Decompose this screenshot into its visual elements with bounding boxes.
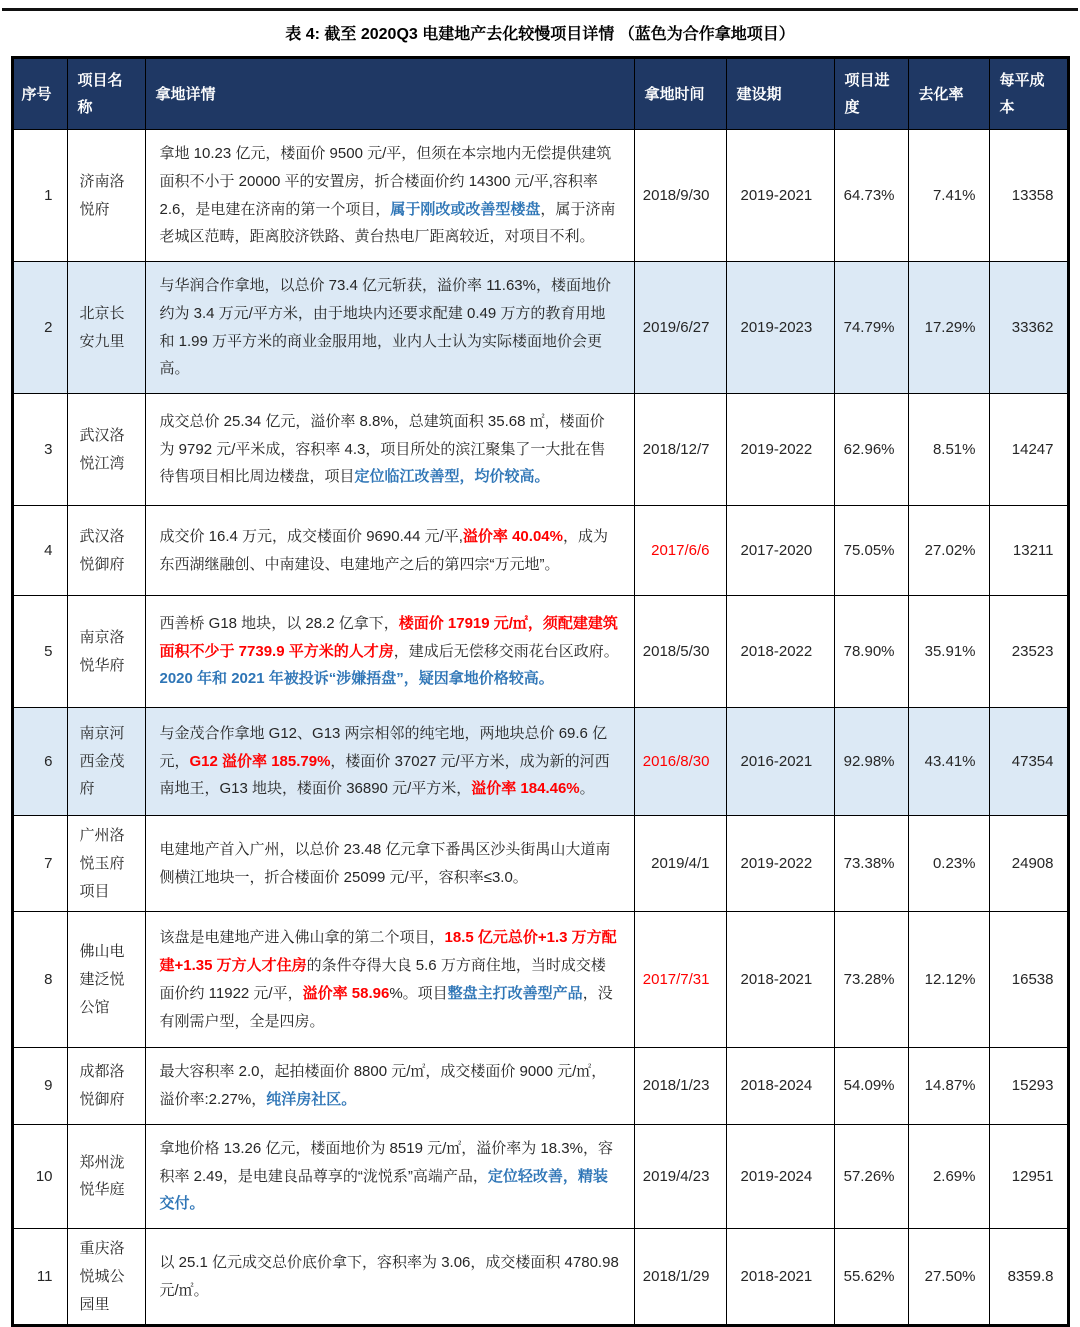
cost-per-sqm: 8359.8	[989, 1229, 1068, 1326]
detail-segment-blue: 定位轻改善，精装交付。	[159, 1167, 608, 1213]
col-header-cost-per-sqm: 每平成本	[989, 58, 1068, 130]
detail-segment-normal: ，属于济南老城区范畴，距离胶济铁路、黄台热电厂距离较近，对项目不利。	[159, 200, 616, 246]
acquisition-date: 2019/6/27	[634, 262, 726, 394]
detail-segment-normal: ，建成后无偿移交雨花台区政府。	[393, 642, 619, 660]
construction-period: 2018-2021	[726, 1229, 834, 1326]
land-detail	[145, 708, 634, 816]
absorption-rate: 43.41%	[908, 708, 989, 816]
cost-per-sqm: 23523	[989, 596, 1068, 708]
land-detail	[145, 816, 634, 912]
row-number: 7	[12, 816, 67, 912]
cost-per-sqm: 14247	[989, 394, 1068, 506]
acquisition-date: 2018/9/30	[634, 130, 726, 262]
project-progress: 74.79%	[834, 262, 908, 394]
absorption-rate: 8.51%	[908, 394, 989, 506]
detail-segment-blue: 纯洋房社区。	[266, 1091, 357, 1108]
detail-segment-normal: 该盘是电建地产进入佛山拿的第二个项目，	[159, 929, 445, 947]
detail-segment-normal: 拿地价格 13.26 亿元，楼面地价为 8519 元/㎡，溢价率为 18.3%，容积率 2.49，是电建良品尊享的“泷悦系”高端产品，	[159, 1139, 613, 1185]
cost-per-sqm: 13211	[989, 506, 1068, 596]
detail-segment-normal: 电建地产首入广州，以总价 23.48 亿元拿下番禺区沙头街禺山大道南侧横江地块一，折合楼面价 25099 元/平，容积率≤3.0。	[159, 840, 611, 886]
construction-period: 2019-2022	[726, 816, 834, 912]
project-progress: 92.98%	[834, 708, 908, 816]
construction-period: 2017-2020	[726, 506, 834, 596]
land-detail	[145, 596, 634, 708]
row-number: 2	[12, 262, 67, 394]
project-progress: 62.96%	[834, 394, 908, 506]
land-detail	[145, 506, 634, 596]
detail-segment-red: 溢价率 184.46%	[471, 780, 580, 798]
table-row	[12, 506, 1068, 596]
detail-segment-red: 溢价率 40.04%	[462, 527, 563, 545]
absorption-rate: 27.50%	[908, 1229, 989, 1326]
project-name: 广州洛悦玉府项目	[67, 816, 145, 912]
col-header-acquisition-date: 拿地时间	[634, 58, 726, 130]
table-header	[12, 58, 1068, 130]
detail-segment-normal: ，楼面价 37027 元/平方米，成为新的河西南地王，G13 地块，楼面价 36890 元/平方米，	[159, 752, 610, 798]
detail-segment-normal: 与华润合作拿地，以总价 73.4 亿元斩获，溢价率 11.63%，楼面地价约为 3.4 万元/平方米，由于地块内还要求配建 0.49 万方的教育用地和 1.99 万平方米的商业金服用地，业内人士认为实际楼面地价会更高。	[159, 277, 611, 378]
detail-segment-red: G12 溢价率 185.79%	[189, 752, 331, 770]
cost-per-sqm: 16538	[989, 912, 1068, 1048]
acquisition-date: 2017/7/31	[634, 912, 726, 1048]
table-row	[12, 130, 1068, 262]
table-row	[12, 262, 1068, 394]
col-header-construction-period: 建设期	[726, 58, 834, 130]
acquisition-date: 2018/1/23	[634, 1048, 726, 1125]
construction-period: 2019-2022	[726, 394, 834, 506]
table-row	[12, 1124, 1068, 1228]
detail-segment-blue: 2020 年和 2021 年被投诉“涉嫌捂盘”，疑因拿地价格较高。	[159, 670, 554, 688]
project-progress: 54.09%	[834, 1048, 908, 1125]
project-progress: 57.26%	[834, 1124, 908, 1228]
detail-segment-blue: 定位临江改善型，均价较高。	[354, 468, 550, 486]
detail-segment-normal: 西善桥 G18 地块，以 28.2 亿拿下，	[159, 614, 399, 632]
acquisition-date: 2019/4/23	[634, 1124, 726, 1228]
land-detail	[145, 394, 634, 506]
projects-table	[11, 56, 1070, 1327]
construction-period: 2019-2024	[726, 1124, 834, 1228]
table-row	[12, 816, 1068, 912]
cost-per-sqm: 24908	[989, 816, 1068, 912]
table-row	[12, 1229, 1068, 1326]
table-row	[12, 394, 1068, 506]
table-row	[12, 1048, 1068, 1125]
project-name: 郑州泷悦华庭	[67, 1124, 145, 1228]
detail-segment-normal: %。项目	[389, 984, 448, 1002]
construction-period: 2019-2023	[726, 262, 834, 394]
construction-period: 2016-2021	[726, 708, 834, 816]
project-progress: 78.90%	[834, 596, 908, 708]
detail-segment-normal: 以 25.1 亿元成交总价底价拿下，容积率为 3.06，成交楼面积 4780.98 元/㎡。	[159, 1253, 619, 1299]
detail-segment-red: 溢价率 58.96	[302, 984, 390, 1002]
acquisition-date: 2018/1/29	[634, 1229, 726, 1326]
detail-segment-blue: 属于刚改或改善型楼盘	[390, 200, 541, 218]
detail-segment-normal: ，成为东西湖继融创、中南建设、电建地产之后的第四宗“万元地”。	[159, 527, 608, 573]
project-name: 北京长安九里	[67, 262, 145, 394]
project-progress: 73.38%	[834, 816, 908, 912]
absorption-rate: 0.23%	[908, 816, 989, 912]
cost-per-sqm: 13358	[989, 130, 1068, 262]
project-name: 武汉洛悦江湾	[67, 394, 145, 506]
project-name: 南京洛悦华府	[67, 596, 145, 708]
detail-segment-normal: 成交总价 25.34 亿元，溢价率 8.8%，总建筑面积 35.68 ㎡，楼面价为 9792 元/平米成，容积率 4.3，项目所处的滨江聚集了一大批在售待售项目相比周边楼盘，项目	[159, 412, 606, 486]
land-detail	[145, 130, 634, 262]
absorption-rate: 2.69%	[908, 1124, 989, 1228]
col-header-land-detail: 拿地详情	[145, 58, 634, 130]
detail-segment-red: 楼面价 17919 元/㎡，须配建建筑面积不少于 7739.9 平方米的人才房	[159, 614, 618, 660]
absorption-rate: 27.02%	[908, 506, 989, 596]
project-progress: 73.28%	[834, 912, 908, 1048]
construction-period: 2018-2021	[726, 912, 834, 1048]
row-number: 1	[12, 130, 67, 262]
detail-segment-normal: 的条件夺得大良 5.6 万方商住地，当时成交楼面价约 11922 元/平，	[159, 957, 606, 1002]
row-number: 4	[12, 506, 67, 596]
absorption-rate: 7.41%	[908, 130, 989, 262]
row-number: 9	[12, 1048, 67, 1125]
land-detail	[145, 1229, 634, 1326]
absorption-rate: 12.12%	[908, 912, 989, 1048]
project-name: 成都洛悦御府	[67, 1048, 145, 1125]
land-detail	[145, 262, 634, 394]
acquisition-date: 2018/5/30	[634, 596, 726, 708]
absorption-rate: 14.87%	[908, 1048, 989, 1125]
cost-per-sqm: 12951	[989, 1124, 1068, 1228]
project-progress: 75.05%	[834, 506, 908, 596]
land-detail	[145, 1124, 634, 1228]
construction-period: 2018-2024	[726, 1048, 834, 1125]
table-title: 表 4: 截至 2020Q3 电建地产去化较慢项目详情 （蓝色为合作拿地项目）	[285, 26, 795, 43]
construction-period: 2019-2021	[726, 130, 834, 262]
row-number: 6	[12, 708, 67, 816]
acquisition-date: 2016/8/30	[634, 708, 726, 816]
col-header-progress: 项目进度	[834, 58, 908, 130]
detail-segment-normal: 拿地 10.23 亿元，楼面价 9500 元/平，但须在本宗地内无偿提供建筑面积不小于 20000 平的安置房，折合楼面价约 14300 元/平,容积率 2.6，是电建在济南的第一个项目，	[159, 145, 612, 218]
cost-per-sqm: 15293	[989, 1048, 1068, 1125]
project-name: 佛山电建泛悦公馆	[67, 912, 145, 1048]
project-progress: 64.73%	[834, 130, 908, 262]
row-number: 11	[12, 1229, 67, 1326]
detail-segment-blue: 整盘主打改善型产品	[447, 984, 583, 1002]
project-name: 武汉洛悦御府	[67, 506, 145, 596]
land-detail	[145, 1048, 634, 1125]
acquisition-date: 2019/4/1	[634, 816, 726, 912]
acquisition-date: 2017/6/6	[634, 506, 726, 596]
row-number: 10	[12, 1124, 67, 1228]
row-number: 3	[12, 394, 67, 506]
detail-segment-normal: 。	[579, 780, 595, 798]
row-number: 5	[12, 596, 67, 708]
detail-segment-normal: ，没有刚需户型，全是四房。	[159, 984, 613, 1030]
table-row	[12, 912, 1068, 1048]
absorption-rate: 17.29%	[908, 262, 989, 394]
construction-period: 2018-2022	[726, 596, 834, 708]
project-name: 重庆洛悦城公园里	[67, 1229, 145, 1326]
row-number: 8	[12, 912, 67, 1048]
project-name: 济南洛悦府	[67, 130, 145, 262]
absorption-rate: 35.91%	[908, 596, 989, 708]
detail-segment-normal: 成交价 16.4 万元，成交楼面价 9690.44 元/平,	[159, 527, 463, 545]
project-progress: 55.62%	[834, 1229, 908, 1326]
table-row	[12, 708, 1068, 816]
cost-per-sqm: 47354	[989, 708, 1068, 816]
table-row	[12, 596, 1068, 708]
cost-per-sqm: 33362	[989, 262, 1068, 394]
project-name: 南京河西金茂府	[67, 708, 145, 816]
detail-segment-normal: 与金茂合作拿地 G12、G13 两宗相邻的纯宅地，两地块总价 69.6 亿元，	[159, 724, 608, 770]
col-header-absorption-rate: 去化率	[908, 58, 989, 130]
col-header-index: 序号	[12, 58, 67, 130]
detail-segment-normal: 最大容积率 2.0，起拍楼面价 8800 元/㎡，成交楼面价 9000 元/㎡，溢价率:2.27%，	[159, 1063, 607, 1108]
acquisition-date: 2018/12/7	[634, 394, 726, 506]
detail-segment-red: 18.5 亿元总价+1.3 万方配建+1.35 万方人才住房	[159, 929, 617, 974]
land-detail	[145, 912, 634, 1048]
col-header-project-name: 项目名称	[67, 58, 145, 130]
